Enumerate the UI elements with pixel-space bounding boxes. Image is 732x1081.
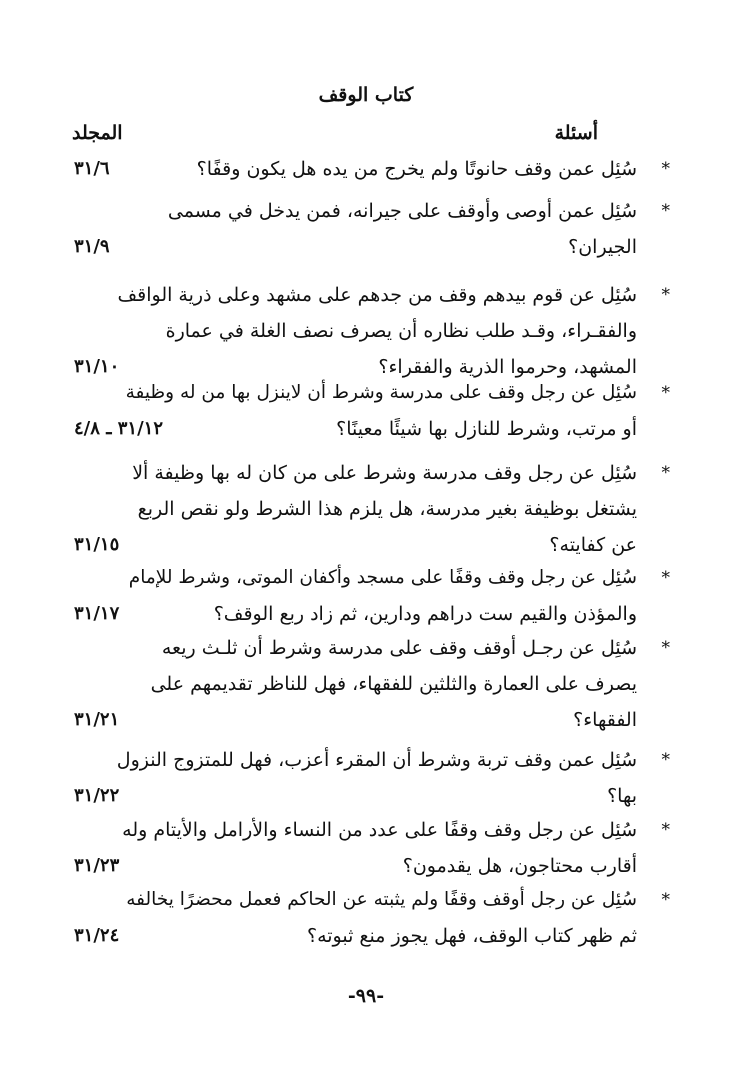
page-number: -٩٩- — [347, 985, 385, 1007]
entry-text-line: سُئِل عن رجل وقف وقفًا على عدد من النساء والأرامل والأيتام وله — [122, 819, 637, 841]
entry-text-line: أقارب محتاجون، هل يقدمون؟ — [402, 855, 637, 877]
entry-bullet: * — [661, 383, 670, 403]
entry-bullet: * — [661, 568, 670, 588]
volume-reference: ٣١/٢٣ — [74, 855, 120, 876]
entry-text-line: سُئِل عن رجل وقف مدرسة وشرط على من كان له بها وظيفة ألا — [132, 462, 637, 484]
volume-reference: ٣١/٩ — [74, 236, 110, 257]
entry-bullet: * — [661, 638, 670, 658]
entry-bullet: * — [661, 890, 670, 910]
entry-bullet: * — [661, 463, 670, 483]
entry-text-line: سُئِل عمن وقف تربة وشرط أن المقرء أعزب، فهل للمتزوج النزول — [116, 749, 637, 771]
entry-bullet: * — [661, 820, 670, 840]
entry-bullet: * — [661, 201, 670, 221]
entry-text-line: والمؤذن والقيم ست دراهم ودارين، ثم زاد ربع الوقف؟ — [213, 603, 637, 625]
volume-reference: ٣١/٢١ — [74, 709, 120, 730]
entry-bullet: * — [661, 159, 670, 179]
entry-bullet: * — [661, 750, 670, 770]
volume-reference: ٣١/٢٤ — [74, 925, 120, 946]
entry-text-line: الفقهاء؟ — [573, 709, 637, 731]
book-title: كتاب الوقف — [318, 84, 414, 106]
entry-text-line: سُئِل عمن أوصى وأوقف على جيرانه، فمن يدخل في مسمى — [167, 200, 637, 222]
volume-reference: ٣١/١٧ — [74, 603, 120, 624]
entry-text-line: يصرف على العمارة والثلثين للفقهاء، فهل للناظر تقديمهم على — [150, 673, 637, 695]
entry-text-line: ثم ظهر كتاب الوقف، فهل يجوز منع ثبوته؟ — [307, 925, 637, 947]
entry-text-line: سُئِل عن رجل أوقف وقفًا ولم يثبته عن الحاكم فعمل محضرًا يخالفه — [126, 889, 637, 910]
entry-bullet: * — [661, 285, 670, 305]
volume-reference: ٣١/٦ — [74, 158, 110, 179]
entry-text-line: يشتغل بوظيفة بغير مدرسة، هل يلزم هذا الشرط ولو نقص الربع — [137, 498, 637, 520]
entry-text-line: سُئِل عن رجل وقف وقفًا على مسجد وأكفان الموتى، وشرط للإمام — [128, 567, 637, 588]
volume-reference: ٣١/١٥ — [74, 534, 120, 555]
questions-column-header: أسئلة — [554, 122, 598, 144]
entry-text-line: الجيران؟ — [568, 236, 637, 258]
entry-text-line: أو مرتب، وشرط للنازل بها شيئًا معينًا؟ — [336, 418, 637, 440]
entry-text-line: سُئِل عن رجـل أوقف وقف على مدرسة وشرط أن ثلـث ريعه — [161, 637, 637, 659]
entry-text-line: سُئِل عمن وقف حانوتًا ولم يخرج من يده هل يكون وقفًا؟ — [196, 158, 637, 180]
entry-text-line: بها؟ — [607, 785, 637, 807]
entry-text-line: سُئِل عن رجل وقف على مدرسة وشرط أن لاينزل بها من له وظيفة — [125, 382, 637, 403]
volume-reference: ٣١/٢٢ — [74, 785, 120, 806]
volume-reference: ٣١/١٢ ـ ٤/٨ — [74, 418, 163, 439]
volume-column-header: المجلد — [72, 122, 123, 144]
volume-reference: ٣١/١٠ — [74, 356, 120, 377]
entry-text-line: المشهد، وحرموا الذرية والفقراء؟ — [378, 356, 637, 378]
entry-text-line: والفقـراء، وقـد طلب نظاره أن يصرف نصف الغلة في عمارة — [165, 320, 637, 342]
entry-text-line: سُئِل عن قوم بيدهم وقف من جدهم على مشهد وعلى ذرية الواقف — [117, 284, 637, 306]
entry-text-line: عن كفايته؟ — [549, 534, 637, 556]
